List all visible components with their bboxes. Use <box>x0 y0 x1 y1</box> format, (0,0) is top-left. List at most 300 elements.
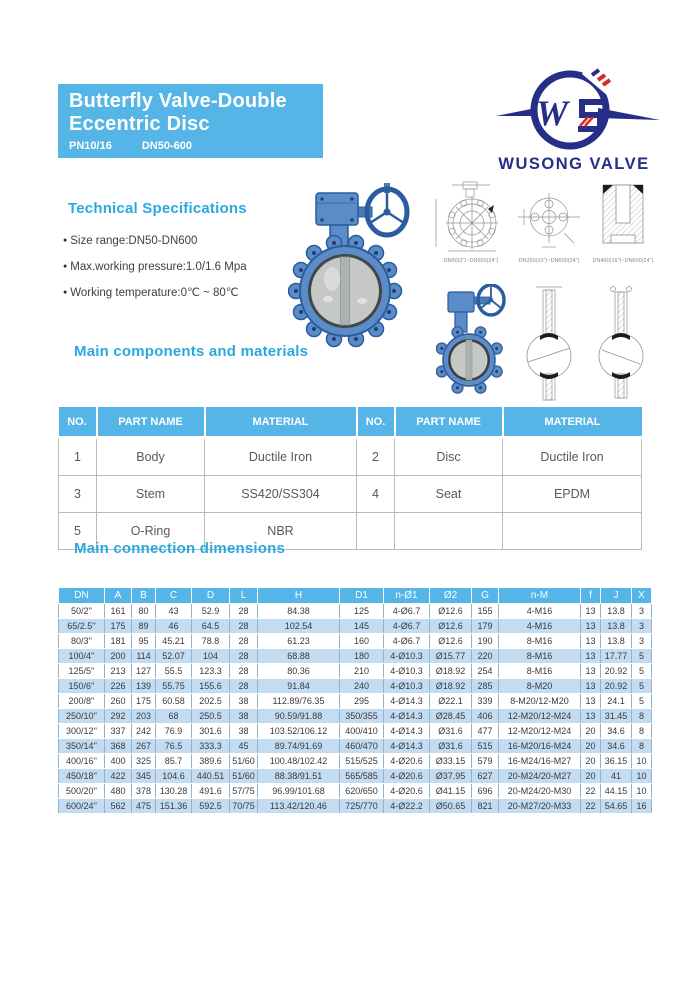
table-cell: 65/2.5'' <box>59 619 105 634</box>
table-cell: 100/4'' <box>59 649 105 664</box>
table-cell: 28 <box>230 634 258 649</box>
page-title <box>69 90 323 136</box>
table-cell: 5 <box>632 694 652 709</box>
table-cell: 491.6 <box>192 784 230 799</box>
table-cell: Seat <box>395 476 503 513</box>
table-cell: 13 <box>581 619 601 634</box>
column-header: B <box>132 588 156 604</box>
table-cell: Ø37.95 <box>430 769 472 784</box>
table-cell: 36.15 <box>601 754 632 769</box>
table-row <box>59 619 652 634</box>
dimensions-table-header <box>59 588 652 604</box>
table-cell: 3 <box>632 619 652 634</box>
table-cell: 4-Ø6.7 <box>384 604 430 619</box>
table-cell: 20.92 <box>601 679 632 694</box>
table-cell: 80 <box>132 604 156 619</box>
dimensions-heading: Main connection dimensions <box>74 540 286 557</box>
table-cell: 96.99/101.68 <box>258 784 340 799</box>
column-header: J <box>601 588 632 604</box>
table-cell: 4 <box>357 476 395 513</box>
table-cell: 8-M20/12-M20 <box>499 694 581 709</box>
table-cell: 821 <box>472 799 499 814</box>
table-cell: 202.5 <box>192 694 230 709</box>
column-header: PART NAME <box>395 407 503 438</box>
table-cell: 500/20'' <box>59 784 105 799</box>
table-cell: 38 <box>230 694 258 709</box>
wusong-logo-icon <box>492 60 662 175</box>
table-cell: Ductile Iron <box>205 438 357 476</box>
table-cell: Ø31.6 <box>430 739 472 754</box>
table-cell: 57/75 <box>230 784 258 799</box>
table-cell: 240 <box>340 679 384 694</box>
table-cell: 562 <box>105 799 132 814</box>
column-header: H <box>258 588 340 604</box>
table-cell: 345 <box>132 769 156 784</box>
seat-section-drawing-icon <box>590 181 656 255</box>
table-row <box>59 709 652 724</box>
table-cell: 78.8 <box>192 634 230 649</box>
drawing-front-view <box>432 181 510 264</box>
column-header: MATERIAL <box>503 407 642 438</box>
table-cell: 250.5 <box>192 709 230 724</box>
table-cell: 13.8 <box>601 619 632 634</box>
dimensions-table-body <box>59 604 652 814</box>
table-cell: 325 <box>132 754 156 769</box>
lug-valve-small-icon <box>436 284 512 402</box>
table-row <box>59 634 652 649</box>
table-cell: 150/6'' <box>59 679 105 694</box>
table-cell: Disc <box>395 438 503 476</box>
table-cell: 13 <box>581 679 601 694</box>
drawing-valve-section-2 <box>590 284 652 404</box>
table-cell: 84.38 <box>258 604 340 619</box>
table-row <box>59 784 652 799</box>
table-cell: 76.5 <box>156 739 192 754</box>
table-cell: 368 <box>105 739 132 754</box>
table-cell: 41 <box>601 769 632 784</box>
table-cell: EPDM <box>503 476 642 513</box>
table-cell: 3 <box>632 604 652 619</box>
table-cell: 8-M20 <box>499 679 581 694</box>
table-cell: 114 <box>132 649 156 664</box>
column-header: NO. <box>357 407 395 438</box>
table-row <box>59 694 652 709</box>
table-cell: Ø15.77 <box>430 649 472 664</box>
table-cell: 725/770 <box>340 799 384 814</box>
table-cell: 31.45 <box>601 709 632 724</box>
drawing-caption: DN250(10")~DN600(24") <box>518 258 580 264</box>
table-cell: 4-Ø20.6 <box>384 754 430 769</box>
drawing-caption: DN400(16")~DN600(24") <box>592 258 654 264</box>
table-cell: 102.54 <box>258 619 340 634</box>
tech-specs-list <box>63 228 247 306</box>
table-cell: 28 <box>230 619 258 634</box>
table-cell: 100.48/102.42 <box>258 754 340 769</box>
table-row <box>59 799 652 814</box>
table-cell: 38 <box>230 709 258 724</box>
table-cell: 422 <box>105 769 132 784</box>
table-cell: 55.5 <box>156 664 192 679</box>
bullet-icon: ● <box>63 263 68 270</box>
valve-photo-large <box>288 181 423 349</box>
table-row <box>59 739 652 754</box>
table-cell: 20-M24/20-M30 <box>499 784 581 799</box>
table-cell: 16 <box>632 799 652 814</box>
column-header: n-M <box>499 588 581 604</box>
components-table-body <box>59 438 642 550</box>
table-cell: Body <box>97 438 205 476</box>
spec-bullet: ● Size range:DN50-DN600 <box>63 235 198 247</box>
table-cell: 4-Ø14.3 <box>384 724 430 739</box>
butterfly-valve-handwheel-icon <box>288 181 423 349</box>
table-cell: 28 <box>230 679 258 694</box>
table-cell: SS420/SS304 <box>205 476 357 513</box>
table-cell: Ø33.15 <box>430 754 472 769</box>
table-cell: 104 <box>192 649 230 664</box>
table-cell: 68 <box>156 709 192 724</box>
table-row <box>59 438 642 476</box>
table-cell: 89 <box>132 619 156 634</box>
table-cell <box>503 513 642 550</box>
table-cell: 3 <box>59 476 97 513</box>
table-cell: 125 <box>340 604 384 619</box>
table-cell: 20 <box>581 754 601 769</box>
column-header: G <box>472 588 499 604</box>
table-cell: Ø50.65 <box>430 799 472 814</box>
column-header: n-Ø1 <box>384 588 430 604</box>
page-title-line2: Eccentric Disc <box>69 113 210 135</box>
table-cell: 4-M16 <box>499 619 581 634</box>
table-cell: 13.8 <box>601 604 632 619</box>
table-cell: 61.23 <box>258 634 340 649</box>
table-cell: 160 <box>340 634 384 649</box>
table-cell: 161 <box>105 604 132 619</box>
table-cell: 55.75 <box>156 679 192 694</box>
table-cell: 4-Ø6.7 <box>384 634 430 649</box>
table-row <box>59 604 652 619</box>
table-cell: 8-M16 <box>499 664 581 679</box>
table-cell: 515/525 <box>340 754 384 769</box>
table-cell: 226 <box>105 679 132 694</box>
table-cell: O-Ring <box>97 513 205 550</box>
table-cell: 2 <box>357 438 395 476</box>
table-cell: 260 <box>105 694 132 709</box>
table-cell: 10 <box>632 754 652 769</box>
table-cell: Ø41.15 <box>430 784 472 799</box>
table-cell: 50/2'' <box>59 604 105 619</box>
table-cell: 34.6 <box>601 739 632 754</box>
table-cell: 627 <box>472 769 499 784</box>
table-cell: 8 <box>632 739 652 754</box>
table-cell: 8-M16 <box>499 649 581 664</box>
header-row <box>59 588 652 604</box>
table-cell: 565/585 <box>340 769 384 784</box>
table-cell: 13 <box>581 694 601 709</box>
bullet-icon: ● <box>63 289 68 296</box>
table-cell: 16-M24/16-M27 <box>499 754 581 769</box>
table-cell: 28 <box>230 604 258 619</box>
table-row <box>59 679 652 694</box>
column-header: NO. <box>59 407 97 438</box>
table-cell: 113.42/120.46 <box>258 799 340 814</box>
table-cell: 155 <box>472 604 499 619</box>
table-cell: 350/14'' <box>59 739 105 754</box>
table-cell: 22 <box>581 799 601 814</box>
column-header: C <box>156 588 192 604</box>
drawing-caption: DN50(2")~DN600(24") <box>443 258 499 264</box>
table-cell: 85.7 <box>156 754 192 769</box>
table-cell: 130.28 <box>156 784 192 799</box>
table-cell: 250/10'' <box>59 709 105 724</box>
column-header: PART NAME <box>97 407 205 438</box>
table-cell: 200/8'' <box>59 694 105 709</box>
valve-photo-small <box>436 284 512 402</box>
table-cell: 123.3 <box>192 664 230 679</box>
table-cell: 4-Ø20.6 <box>384 769 430 784</box>
table-cell: 515 <box>472 739 499 754</box>
table-cell: 64.5 <box>192 619 230 634</box>
table-cell: 300/12'' <box>59 724 105 739</box>
drawing-seat-section <box>590 181 656 264</box>
table-cell: 4-Ø10.3 <box>384 679 430 694</box>
table-cell: 12-M20/12-M24 <box>499 724 581 739</box>
table-cell: 400/410 <box>340 724 384 739</box>
table-cell: 12-M20/12-M24 <box>499 709 581 724</box>
column-header: MATERIAL <box>205 407 357 438</box>
table-cell: 242 <box>132 724 156 739</box>
table-cell: 28 <box>230 649 258 664</box>
table-cell: 400/16'' <box>59 754 105 769</box>
table-cell: 20-M24/20-M27 <box>499 769 581 784</box>
column-header: Ø2 <box>430 588 472 604</box>
table-cell: 20.92 <box>601 664 632 679</box>
table-cell: 10 <box>632 784 652 799</box>
table-cell: 13.8 <box>601 634 632 649</box>
table-cell: 620/650 <box>340 784 384 799</box>
table-row <box>59 769 652 784</box>
table-cell: 13 <box>581 709 601 724</box>
table-cell: 90.59/91.88 <box>258 709 340 724</box>
table-cell: 400 <box>105 754 132 769</box>
table-cell: 179 <box>472 619 499 634</box>
table-cell: Ø12.6 <box>430 619 472 634</box>
table-cell: 4-Ø22.2 <box>384 799 430 814</box>
table-cell: 450/18'' <box>59 769 105 784</box>
table-cell: 180 <box>340 649 384 664</box>
table-cell: 127 <box>132 664 156 679</box>
table-cell: 460/470 <box>340 739 384 754</box>
table-cell: 301.6 <box>192 724 230 739</box>
table-cell: Ø12.6 <box>430 634 472 649</box>
components-heading: Main components and materials <box>74 343 309 360</box>
spec-bullet: ● Max.working pressure:1.0/1.6 Mpa <box>63 261 247 273</box>
table-cell: 51/60 <box>230 769 258 784</box>
table-cell: 181 <box>105 634 132 649</box>
dimensions-table <box>58 587 652 814</box>
table-cell: NBR <box>205 513 357 550</box>
table-cell: 480 <box>105 784 132 799</box>
table-cell: 70/75 <box>230 799 258 814</box>
tech-specs-heading: Technical Specifications <box>68 200 247 217</box>
table-cell: 4-Ø6.7 <box>384 619 430 634</box>
table-cell: 254 <box>472 664 499 679</box>
table-cell: 89.74/91.69 <box>258 739 340 754</box>
valve-section-drawing-icon <box>590 284 652 404</box>
table-cell: 95 <box>132 634 156 649</box>
table-row <box>59 476 642 513</box>
table-cell: 60.58 <box>156 694 192 709</box>
table-cell: 28 <box>230 664 258 679</box>
svg-text:W: W <box>536 93 569 133</box>
table-cell: 139 <box>132 679 156 694</box>
column-header: D <box>192 588 230 604</box>
table-cell: 440.51 <box>192 769 230 784</box>
table-cell: 45 <box>230 739 258 754</box>
table-cell: 203 <box>132 709 156 724</box>
stem-flange-drawing-icon <box>516 181 582 255</box>
table-cell: 103.52/106.12 <box>258 724 340 739</box>
company-logo <box>492 60 662 175</box>
table-cell: 696 <box>472 784 499 799</box>
table-cell: 3 <box>632 634 652 649</box>
spec-bullet: ● Working temperature:0℃ ~ 80℃ <box>63 287 239 299</box>
table-cell: 22 <box>581 784 601 799</box>
table-cell <box>395 513 503 550</box>
table-cell: 4-Ø20.6 <box>384 784 430 799</box>
table-cell: 4-Ø10.3 <box>384 664 430 679</box>
table-cell: 17.77 <box>601 649 632 664</box>
table-cell: 104.6 <box>156 769 192 784</box>
table-cell: 5 <box>632 649 652 664</box>
valve-front-drawing-icon <box>432 181 510 255</box>
table-cell: 406 <box>472 709 499 724</box>
table-cell: 52.9 <box>192 604 230 619</box>
table-cell: 175 <box>105 619 132 634</box>
table-cell: 210 <box>340 664 384 679</box>
title-banner <box>58 84 323 158</box>
column-header: X <box>632 588 652 604</box>
table-row <box>59 649 652 664</box>
table-cell: 45.21 <box>156 634 192 649</box>
table-cell: 13 <box>581 634 601 649</box>
table-cell: 389.6 <box>192 754 230 769</box>
table-cell: 8 <box>632 724 652 739</box>
table-cell: 4-M16 <box>499 604 581 619</box>
table-cell: 477 <box>472 724 499 739</box>
table-cell: Ø18.92 <box>430 664 472 679</box>
table-cell: 20 <box>581 739 601 754</box>
table-cell: 5 <box>59 513 97 550</box>
logo-wordmark: WUSONG VALVE <box>498 155 650 173</box>
table-cell: 1 <box>59 438 97 476</box>
table-cell: 91.84 <box>258 679 340 694</box>
table-cell: 52.07 <box>156 649 192 664</box>
table-cell: Stem <box>97 476 205 513</box>
table-cell: 200 <box>105 649 132 664</box>
table-cell: 378 <box>132 784 156 799</box>
table-cell: 16-M20/16-M24 <box>499 739 581 754</box>
table-cell: Ø22.1 <box>430 694 472 709</box>
table-cell: 38 <box>230 724 258 739</box>
table-cell: 112.89/76.35 <box>258 694 340 709</box>
pressure-rating: PN10/16 <box>69 140 112 152</box>
column-header: f <box>581 588 601 604</box>
header-row <box>59 407 642 438</box>
table-cell: 579 <box>472 754 499 769</box>
table-cell: 44.15 <box>601 784 632 799</box>
table-cell: 190 <box>472 634 499 649</box>
table-cell: 80/3'' <box>59 634 105 649</box>
table-cell: 295 <box>340 694 384 709</box>
table-cell: 5 <box>632 664 652 679</box>
table-cell: 4-Ø10.3 <box>384 649 430 664</box>
table-cell: 339 <box>472 694 499 709</box>
column-header: A <box>105 588 132 604</box>
table-cell: 13 <box>581 664 601 679</box>
table-cell: 13 <box>581 604 601 619</box>
table-cell: 20 <box>581 724 601 739</box>
table-cell: 54.65 <box>601 799 632 814</box>
table-cell: 43 <box>156 604 192 619</box>
table-cell: Ø12.6 <box>430 604 472 619</box>
table-cell: 4-Ø14.3 <box>384 739 430 754</box>
column-header: D1 <box>340 588 384 604</box>
table-cell <box>357 513 395 550</box>
page-subtitle <box>69 140 323 152</box>
table-cell: 34.6 <box>601 724 632 739</box>
table-cell: 76.9 <box>156 724 192 739</box>
table-cell: 475 <box>132 799 156 814</box>
table-row <box>59 724 652 739</box>
column-header: DN <box>59 588 105 604</box>
table-cell: 592.5 <box>192 799 230 814</box>
table-cell: 8-M16 <box>499 634 581 649</box>
table-cell: 8 <box>632 709 652 724</box>
table-cell: 51/60 <box>230 754 258 769</box>
drawing-stem-flange <box>516 181 582 264</box>
column-header: L <box>230 588 258 604</box>
table-cell: 4-Ø14.3 <box>384 694 430 709</box>
table-row <box>59 754 652 769</box>
table-cell: 333.3 <box>192 739 230 754</box>
drawing-valve-section-1 <box>518 284 580 404</box>
table-cell: 5 <box>632 679 652 694</box>
table-row <box>59 664 652 679</box>
table-cell: Ductile Iron <box>503 438 642 476</box>
table-cell: 24.1 <box>601 694 632 709</box>
table-cell: 213 <box>105 664 132 679</box>
table-cell: 175 <box>132 694 156 709</box>
table-cell: 20 <box>581 769 601 784</box>
table-cell: 337 <box>105 724 132 739</box>
table-cell: 285 <box>472 679 499 694</box>
bullet-icon: ● <box>63 237 68 244</box>
table-cell: 80.36 <box>258 664 340 679</box>
table-cell: 46 <box>156 619 192 634</box>
table-cell: Ø18.92 <box>430 679 472 694</box>
components-table <box>58 407 642 550</box>
table-cell: 125/5'' <box>59 664 105 679</box>
table-cell: 4-Ø14.3 <box>384 709 430 724</box>
table-cell: 20-M27/20-M33 <box>499 799 581 814</box>
table-cell: 292 <box>105 709 132 724</box>
table-cell: 350/355 <box>340 709 384 724</box>
components-table-header <box>59 407 642 438</box>
table-cell: Ø28.45 <box>430 709 472 724</box>
table-cell: 267 <box>132 739 156 754</box>
table-cell: 220 <box>472 649 499 664</box>
table-cell: 10 <box>632 769 652 784</box>
